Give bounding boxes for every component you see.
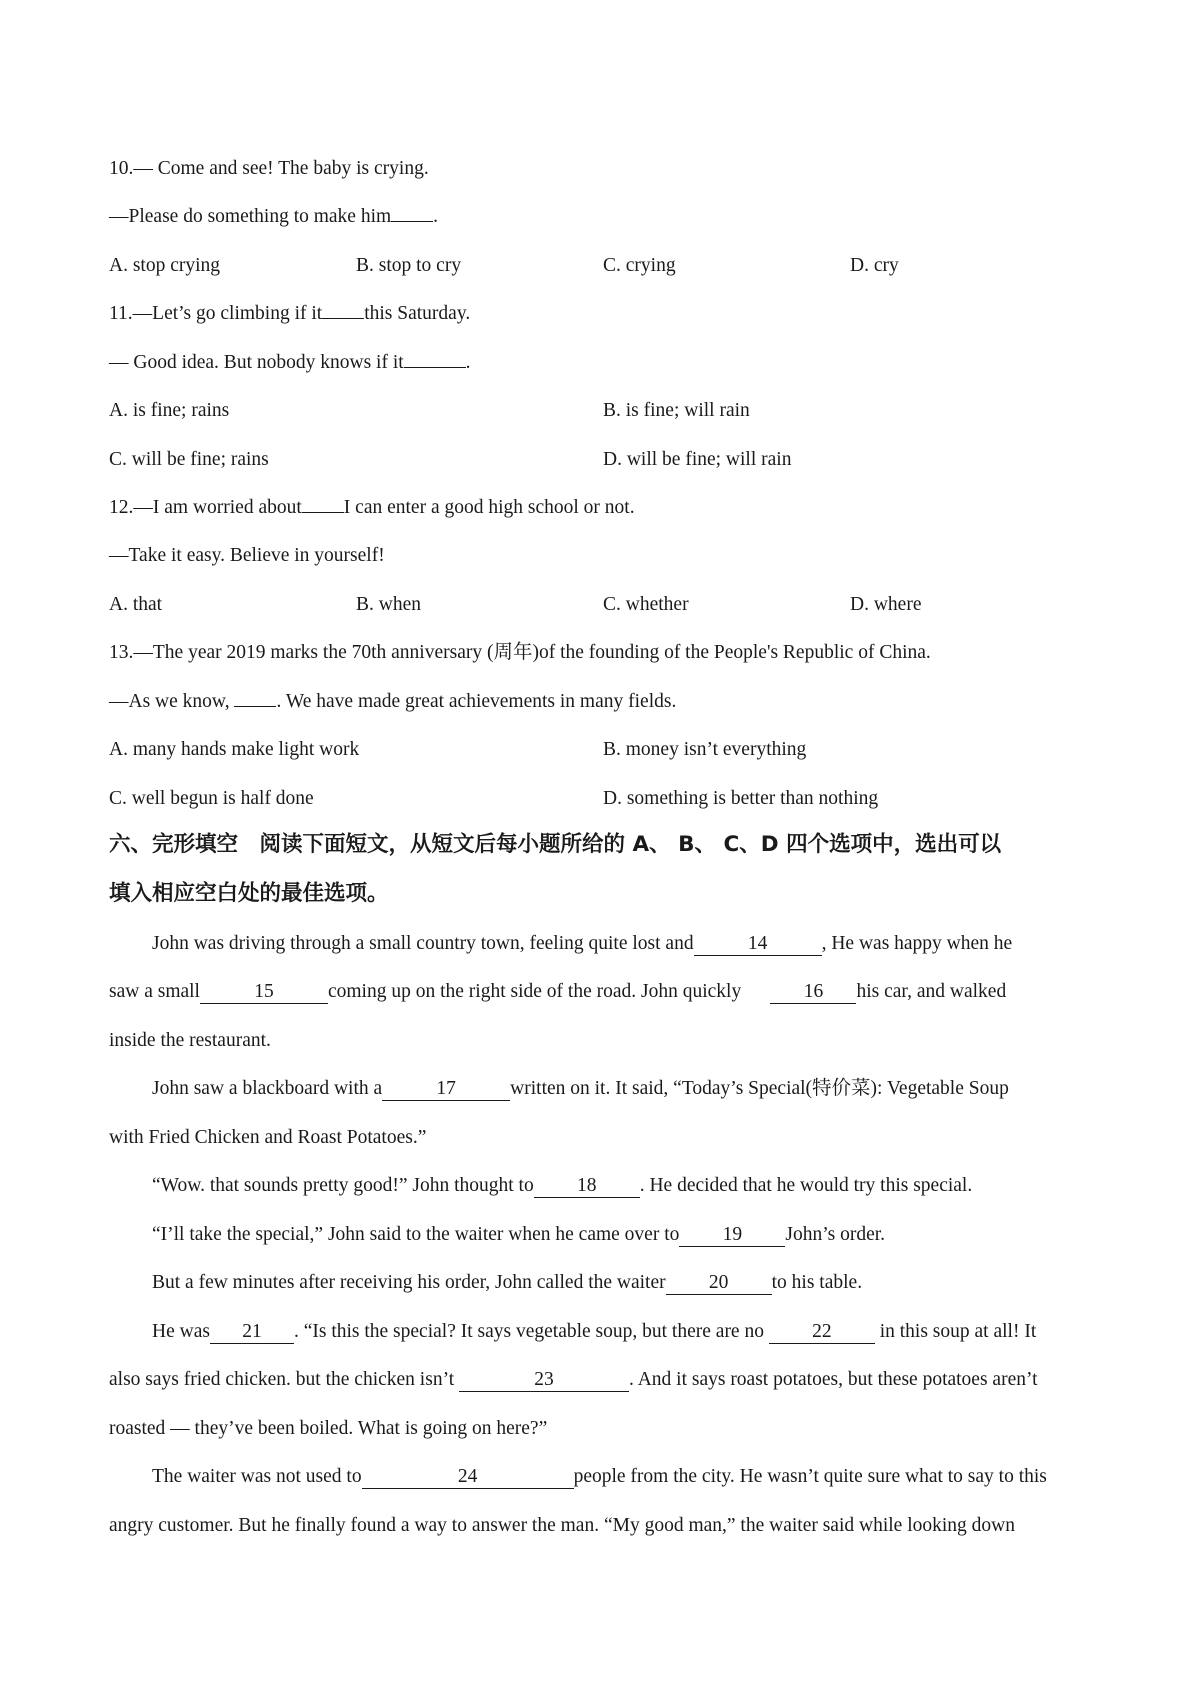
q10-option-a: A. stop crying [109,255,221,276]
q13-option-a: A. many hands make light work [109,739,360,760]
passage-line: “I’ll take the special,” John said to the waiter when he came over to 19 John’s order. [152,1224,886,1245]
section-heading-cont: 填入相应空白处的最佳选项。 [109,881,389,906]
q11-option-b: B. is fine; will rain [603,400,750,421]
passage-line: saw a small 15 coming up on the right side of the road. John quickly 16 his car, and walked [109,981,1007,1002]
section-heading: 六、完形填空 阅读下面短文，从短文后每小题所给的 A、 B、 C、D 四个选项中，选出可以 [109,832,1002,857]
answer-blank [234,706,276,707]
q10-prompt: 10.— Come and see! The baby is crying. [109,158,429,179]
passage-line: “Wow. that sounds pretty good!” John thought to 18 . He decided that he would try this special. [152,1175,973,1196]
blank-24: 24 [362,1466,574,1489]
answer-blank [322,318,364,319]
blank-14: 14 [694,933,822,956]
answer-blank [391,221,433,222]
passage-line: John was driving through a small country town, feeling quite lost and 14 , He was happy when he [152,933,1013,954]
blank-23: 23 [459,1369,629,1392]
passage-line: He was 21 . “Is this the special? It says vegetable soup, but there are no 22 in this soup at all! It [152,1321,1037,1342]
passage-line: with Fried Chicken and Roast Potatoes.” [109,1127,427,1148]
q13-option-b: B. money isn’t everything [603,739,807,760]
q12-prompt: 12.—I am worried about I can enter a good high school or not. [109,497,635,518]
q12-option-a: A. that [109,594,163,615]
q13-prompt: 13.—The year 2019 marks the 70th anniversary (周年)of the founding of the People's Republic of China. [109,642,931,663]
blank-21: 21 [210,1321,294,1344]
q10-option-d: D. cry [850,255,899,276]
q10-option-b: B. stop to cry [356,255,462,276]
q11-option-c: C. will be fine; rains [109,449,269,470]
answer-blank [404,367,466,368]
q12-option-b: B. when [356,594,421,615]
blank-20: 20 [666,1272,772,1295]
passage-line: angry customer. But he finally found a way to answer the man. “My good man,” the waiter said while looking down [109,1515,1015,1536]
blank-18: 18 [534,1175,640,1198]
q12-option-c: C. whether [603,594,689,615]
passage-line: roasted — they’ve been boiled. What is going on here?” [109,1418,548,1439]
blank-17: 17 [382,1078,510,1101]
q11-response: — Good idea. But nobody knows if it . [109,352,471,373]
passage-line: John saw a blackboard with a 17 written on it. It said, “Today’s Special(特价菜): Vegetable Soup [152,1078,1009,1099]
blank-16: 16 [770,981,856,1004]
answer-blank [302,512,344,513]
passage-line: The waiter was not used to 24 people from the city. He wasn’t quite sure what to say to this [152,1466,1047,1487]
q12-option-d: D. where [850,594,922,615]
q10-option-c: C. crying [603,255,676,276]
q11-prompt: 11.—Let’s go climbing if it this Saturday. [109,303,471,324]
blank-19: 19 [679,1224,785,1247]
blank-15: 15 [200,981,328,1004]
passage-line: But a few minutes after receiving his order, John called the waiter 20 to his table. [152,1272,863,1293]
q10-response: —Please do something to make him . [109,206,439,227]
q12-response: —Take it easy. Believe in yourself! [109,545,385,566]
q13-option-c: C. well begun is half done [109,788,314,809]
passage-line: also says fried chicken. but the chicken isn’t 23 . And it says roast potatoes, but these potatoes aren’t [109,1369,1038,1390]
passage-line: inside the restaurant. [109,1030,271,1051]
blank-22: 22 [769,1321,875,1344]
q13-option-d: D. something is better than nothing [603,788,879,809]
q11-option-d: D. will be fine; will rain [603,449,792,470]
q11-option-a: A. is fine; rains [109,400,230,421]
q13-response: —As we know, . We have made great achievements in many fields. [109,691,677,712]
